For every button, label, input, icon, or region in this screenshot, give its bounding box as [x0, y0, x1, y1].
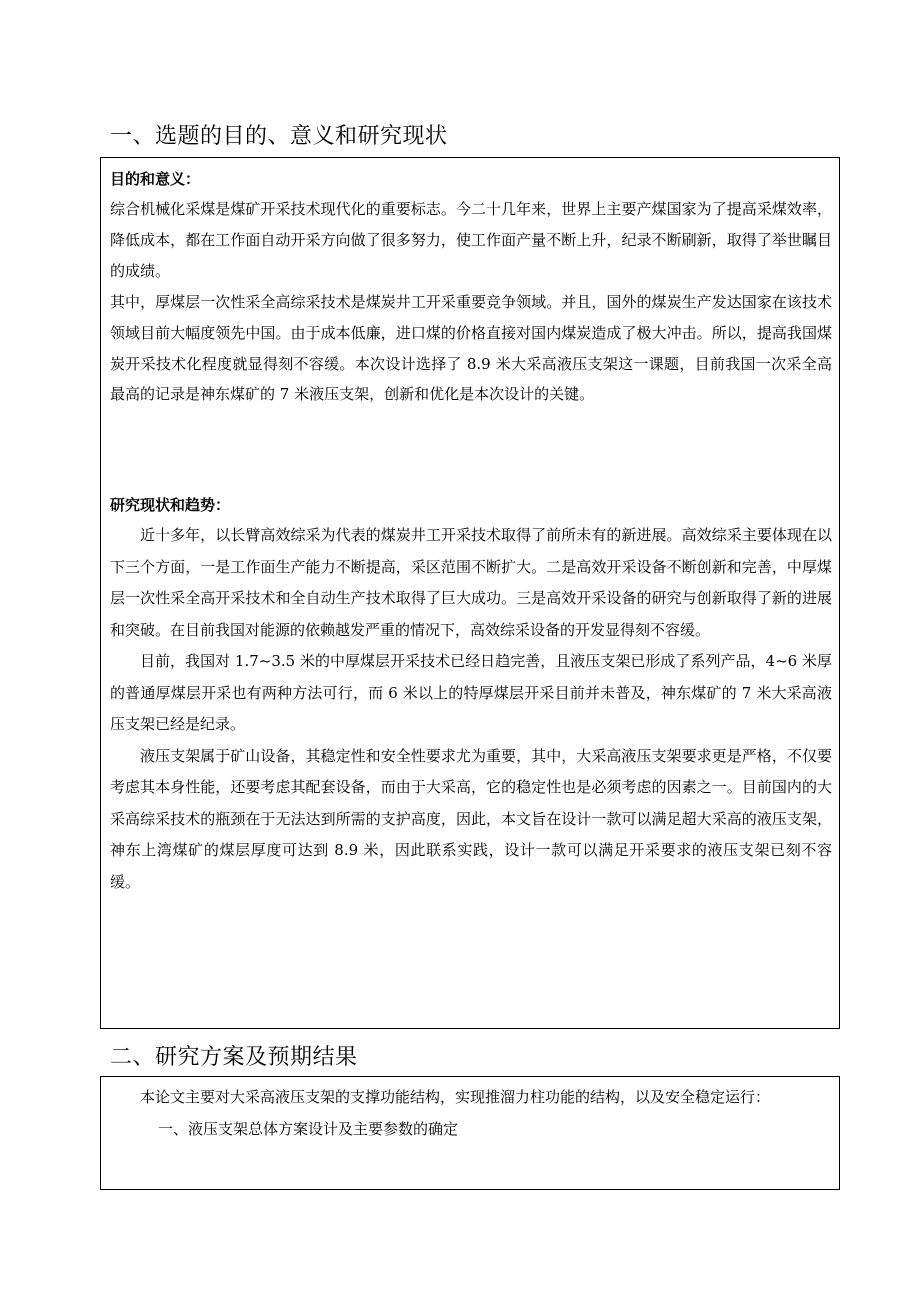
plan-intro-paragraph: 本论文主要对大采高液压支架的支撑功能结构，实现推溜力柱功能的结构，以及安全稳定运行： — [140, 1088, 771, 1106]
status-paragraph: 液压支架属于矿山设备，其稳定性和安全性要求尤为重要，其中，大采高液压支架要求更是严格，不仅要考虑其本身性能，还要考虑其配套设备，而由于大采高，它的稳定性也是必须考虑的因素之一。目前国内的大采高综采技术的瓶颈在于无法达到所需的支护高度，因此，本文旨在设计一款可以满足超大采高的液压支架，神东上湾煤矿的煤层厚度可达到 8.9 米，因此联系实践，设计一款可以满足开采要求的液压支架已刻不容缓。 — [110, 746, 832, 891]
status-block — [110, 490, 832, 898]
plan-box — [100, 1076, 840, 1190]
purpose-label: 目的和意义： — [110, 170, 201, 188]
section-heading-purpose: 一、选题的目的、意义和研究现状 — [110, 124, 448, 149]
status-paragraph: 目前，我国对 1.7~3.5 米的中厚煤层开采技术已经日趋完善，且液压支架已形成了系列产品，4~6 米厚的普通厚煤层开采也有两种方法可行，而 6 米以上的特厚煤层开采目前并未普及，神东煤矿的 7 米大采高液压支架已经是纪录。 — [110, 652, 832, 733]
purpose-paragraph: 综合机械化采煤是煤矿开采技术现代化的重要标志。今二十几年来，世界上主要产煤国家为了提高采煤效率，降低成本，都在工作面自动开采方向做了很多努力，使工作面产量不断上升，纪录不断刷新，取得了举世瞩目的成绩。 — [110, 200, 832, 280]
purpose-status-box — [100, 157, 840, 1029]
section-heading-plan: 二、研究方案及预期结果 — [110, 1045, 358, 1070]
status-label: 研究现状和趋势： — [110, 496, 231, 514]
plan-item: 一、液压支架总体方案设计及主要参数的确定 — [158, 1119, 459, 1138]
purpose-block — [110, 164, 832, 410]
plan-block — [110, 1082, 832, 1145]
purpose-paragraph: 其中，厚煤层一次性采全高综采技术是煤炭井工开采重要竞争领域。并且，国外的煤炭生产发达国家在该技术领域目前大幅度领先中国。由于成本低廉，进口煤的价格直接对国内煤炭造成了极大冲击。所以，提高我国煤炭开采技术化程度就显得刻不容缓。本次设计选择了 8.9 米大采高液压支架这一课题，目前我国一次采全高最高的记录是神东煤矿的 7 米液压支架，创新和优化是本次设计的关键。 — [110, 293, 832, 404]
status-paragraph: 近十多年，以长臂高效综采为代表的煤炭井工开采技术取得了前所未有的新进展。高效综采主要体现在以下三个方面，一是工作面生产能力不断提高，采区范围不断扩大。二是高效开采设备不断创新和完善，中厚煤层一次性采全高开采技术和全自动生产技术取得了巨大成功。三是高效开采设备的研究与创新取得了新的进展和突破。在目前我国对能源的依赖越发严重的情况下，高效综采设备的开发显得刻不容缓。 — [110, 526, 832, 639]
